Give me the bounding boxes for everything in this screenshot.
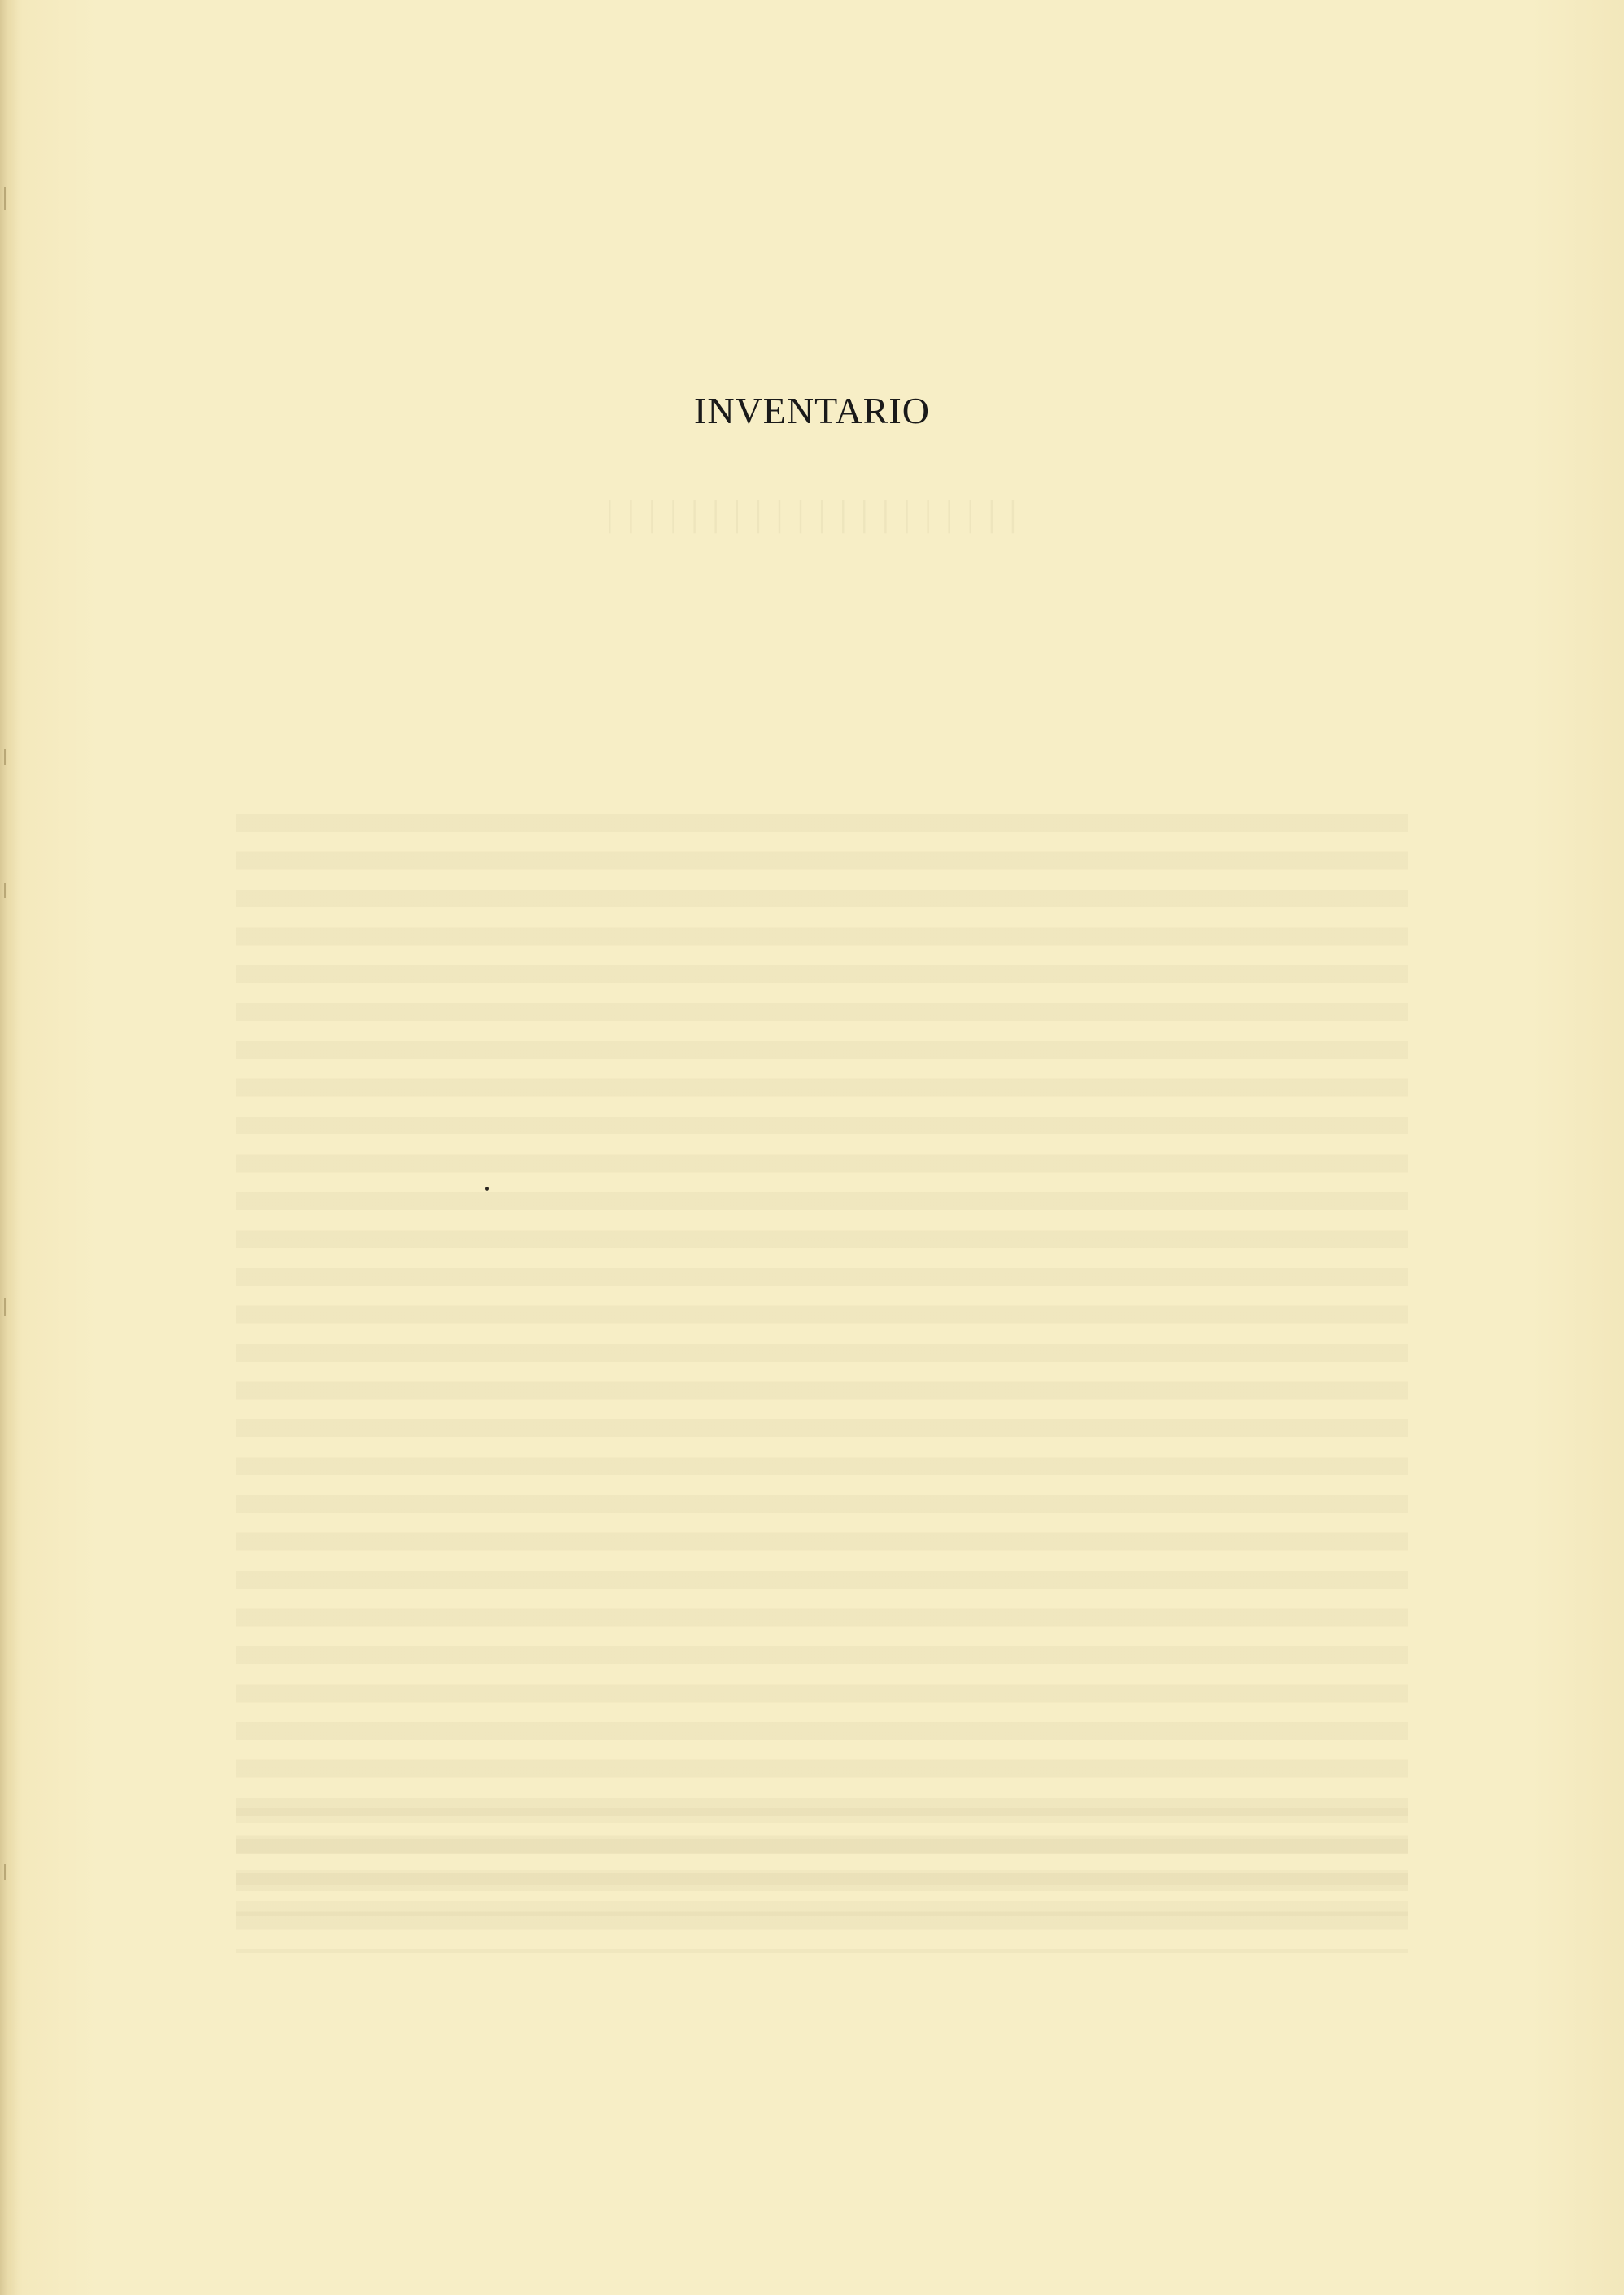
- binding-mark: [4, 1864, 6, 1880]
- page-edge-shadow: [0, 0, 18, 2295]
- binding-mark: [4, 749, 6, 765]
- binding-mark: [4, 1298, 6, 1316]
- page-title: INVENTARIO: [694, 390, 930, 431]
- show-through-footnotes: [236, 1808, 1408, 1930]
- binding-mark: [4, 883, 6, 898]
- show-through-text: [236, 814, 1408, 1953]
- show-through-heading: ││││││││││││││││││││: [600, 501, 1024, 531]
- ink-speck: [485, 1187, 489, 1191]
- binding-mark: [4, 187, 6, 210]
